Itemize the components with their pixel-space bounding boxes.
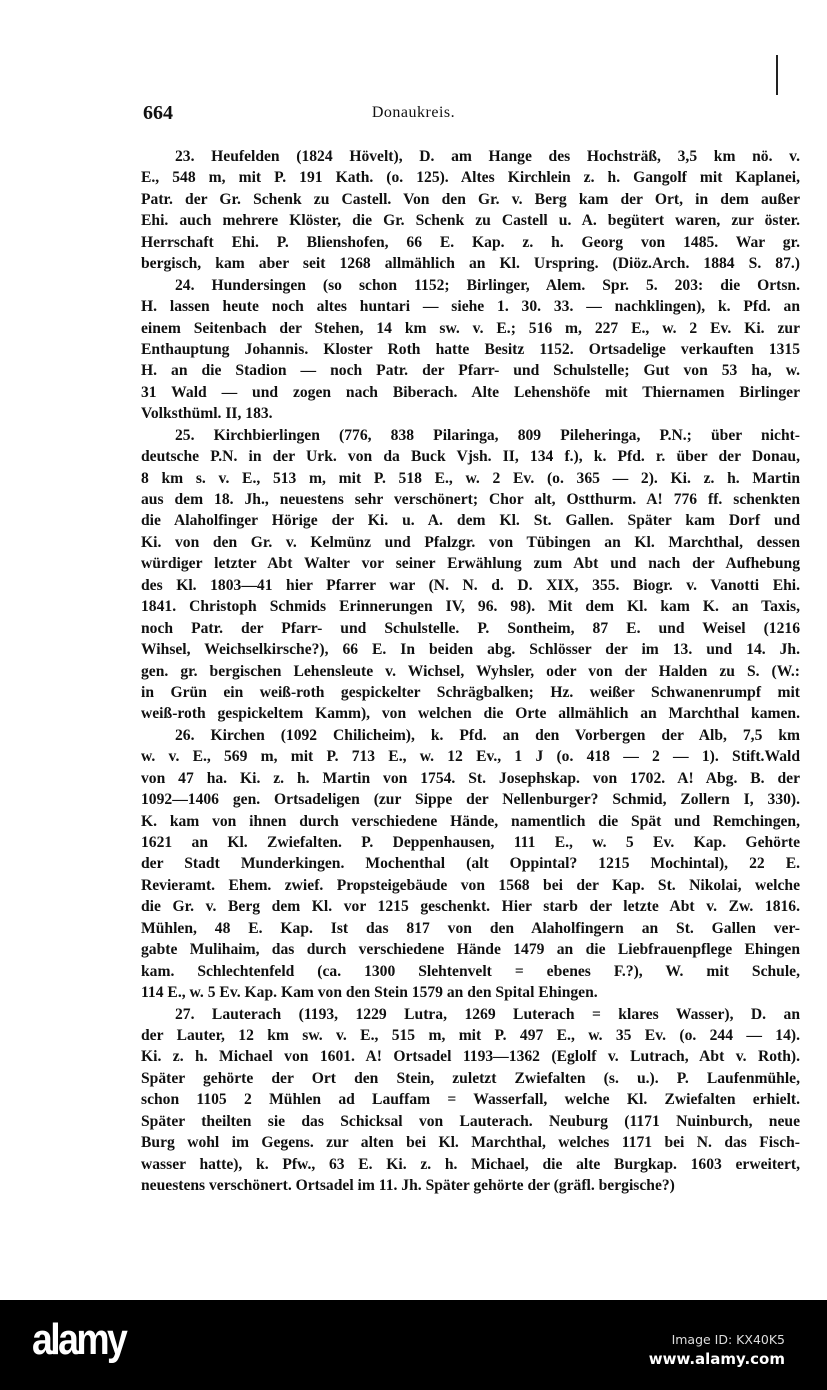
- running-title: Donaukreis.: [371, 104, 456, 121]
- text-line: noch Patr. der Pfarr- und Schulstelle. P. Sontheim, 87 E. und Weisel (1216: [141, 619, 800, 637]
- text-line: Später gehörte der Ort den Stein, zuletzt Zwiefalten (s. u.). P. Laufenmühle,: [141, 1069, 800, 1087]
- text-line: 1841. Christoph Schmids Erinnerungen IV, 96. 98). Mit dem Kl. kam K. an Taxis,: [141, 598, 800, 616]
- text-line: in Grün ein weiß-roth gespickelter Schrägbalken; Hz. weißer Schwanenrumpf mit: [141, 683, 800, 701]
- text-line: H. lassen heute noch altes huntari — siehe 1. 30. 33. — nachklingen), k. Pfd. an: [141, 298, 800, 316]
- watermark-footer-bar: [0, 1300, 827, 1390]
- text-line: aus dem 18. Jh., neuestens sehr verschönert; Chor alt, Ostthurm. A! 776 ff. schenkten: [141, 491, 800, 508]
- alamy-logo: alamy: [32, 1315, 126, 1364]
- text-line: Patr. der Gr. Schenk zu Castell. Von den Gr. v. Berg kam der Ort, in dem außer: [141, 190, 800, 208]
- text-line: gabte Mulihaim, das durch verschiedene Hände 1479 an die Liebfrauenpflege Ehingen: [141, 941, 800, 959]
- text-line: schon 1105 2 Mühlen ad Lauffam = Wasserfall, welche Kl. Zwiefalten erhielt.: [141, 1091, 800, 1109]
- text-line: von 47 ha. Ki. z. h. Martin von 1754. St. Josephskap. von 1702. A! Abg. B. der: [141, 769, 800, 787]
- text-line: wasser hatte), k. Pfw., 63 E. Ki. z. h. Michael, die alte Burgkap. 1603 erweitert,: [141, 1155, 800, 1173]
- text-line: bergisch, kam aber seit 1268 allmählich an Kl. Urspring. (Diöz.Arch. 1884 S. 87.): [141, 255, 800, 273]
- text-line: kam. Schlechtenfeld (ca. 1300 Slehtenvelt = ebenes F.?), W. mit Schule,: [141, 962, 800, 980]
- website-link[interactable]: www.alamy.com: [648, 1350, 785, 1368]
- text-line: der Stadt Munderkingen. Mochenthal (alt Oppintal? 1215 Mochintal), 22 E.: [141, 855, 800, 873]
- text-line: Wihsel, Weichselkirsche?), 66 E. In beiden abg. Schlösser der im 13. und 14. Jh.: [141, 641, 800, 659]
- text-line: Burg wohl im Gegens. zur alten bei Kl. Marchthal, welches 1171 bei N. das Fisch-: [141, 1134, 800, 1152]
- text-line: 8 km s. v. E., 513 m, mit P. 518 E., w. 2 Ev. (o. 365 — 2). Ki. z. h. Martin: [141, 469, 800, 487]
- text-line: Ki. z. h. Michael von 1601. A! Ortsadel 1193—1362 (Eglolf v. Lutrach, Abt v. Roth).: [141, 1048, 800, 1066]
- text-line: Volksthüml. II, 183.: [141, 405, 273, 423]
- entry-first-line: 24. Hundersingen (so schon 1152; Birlinger, Alem. Spr. 5. 203: die Ortsn.: [175, 276, 800, 294]
- entry-first-line: 25. Kirchbierlingen (776, 838 Pilaringa, 809 Pileheringa, P.N.; über nicht-: [175, 426, 800, 444]
- text-line: der Lauter, 12 km sw. v. E., 515 m, mit P. 497 E., w. 35 Ev. (o. 244 — 14).: [141, 1026, 800, 1044]
- text-line: 31 Wald — und zogen nach Biberach. Alte Lehenshöfe mit Thiernamen Birlinger: [141, 383, 800, 401]
- text-line: K. kam von ihnen durch verschiedene Hände, namentlich die Spät und Remchingen,: [141, 812, 800, 830]
- text-line: 114 E., w. 5 Ev. Kap. Kam von den Stein 1579 an den Spital Ehingen.: [141, 984, 598, 1002]
- image-id-label: Image ID: KX40K5: [671, 1332, 785, 1347]
- text-line: 1092—1406 gen. Ortsadeligen (zur Sippe der Nellenburger? Schmid, Zollern I, 330).: [141, 791, 800, 809]
- scan-edge-mark: [776, 55, 778, 95]
- body-text: [141, 146, 800, 1196]
- entry-first-line: 23. Heufelden (1824 Hövelt), D. am Hange des Hochsträß, 3,5 km nö. v.: [175, 148, 800, 165]
- entry-first-line: 26. Kirchen (1092 Chilicheim), k. Pfd. an den Vorbergen der Alb, 7,5 km: [175, 726, 800, 744]
- text-line: die Alaholfinger Hörige der Ki. u. A. dem Kl. St. Gallen. Später kam Dorf und: [141, 512, 800, 530]
- text-line: würdiger letzter Abt Walter vor seiner Erwählung zum Abt und nach der Aufhebung: [141, 555, 800, 573]
- text-line: einem Seitenbach der Stehen, 14 km sw. v. E.; 516 m, 227 E., w. 2 Ev. Ki. zur: [141, 319, 800, 337]
- text-line: die Gr. v. Berg dem Kl. vor 1215 geschenkt. Hier starb der letzte Abt v. Zw. 1816.: [141, 898, 800, 916]
- text-line: Herrschaft Ehi. P. Blienshofen, 66 E. Kap. z. h. Georg von 1485. War gr.: [141, 233, 800, 251]
- text-line: Ki. von den Gr. v. Kelmünz und Pfalzgr. von Tübingen an Kl. Marchthal, dessen: [141, 533, 800, 551]
- text-line: w. v. E., 569 m, mit P. 713 E., w. 12 Ev., 1 J (o. 418 — 2 — 1). Stift.Wald: [141, 748, 800, 766]
- text-line: 1621 an Kl. Zwiefalten. P. Deppenhausen, 111 E., w. 5 Ev. Kap. Gehörte: [141, 834, 800, 851]
- text-line: weiß-roth gespickeltem Kamm), von welchen die Orte allmählich an Marchthal kamen.: [141, 705, 800, 723]
- text-line: E., 548 m, mit P. 191 Kath. (o. 125). Altes Kirchlein z. h. Gangolf mit Kaplanei,: [141, 169, 800, 187]
- text-line: Ehi. auch mehrere Klöster, die Gr. Schenk zu Castell u. A. begütert waren, zur öster.: [141, 212, 800, 230]
- text-line: deutsche P.N. in der Urk. von da Buck Vjsh. II, 134 f.), k. Pfd. r. über der Donau,: [141, 448, 800, 466]
- text-line: neuestens verschönert. Ortsadel im 11. Jh. Später gehörte der (gräfl. bergische?): [141, 1177, 675, 1194]
- entry-first-line: 27. Lauterach (1193, 1229 Lutra, 1269 Luterach = klares Wasser), D. an: [175, 1005, 800, 1023]
- text-line: H. an die Stadion — noch Patr. der Pfarr- und Schulstelle; Gut von 53 ha, w.: [141, 362, 800, 380]
- text-line: Mühlen, 48 E. Kap. Ist das 817 von den Alaholfingern an St. Gallen ver-: [141, 919, 800, 937]
- text-line: gen. gr. bergischen Lehensleute v. Wichsel, Wyhsler, oder von der Halden zu S. (W.:: [141, 662, 800, 680]
- text-line: Später theilten sie das Schicksal von Lauterach. Neuburg (1171 Nuinburch, neue: [141, 1112, 800, 1130]
- text-line: des Kl. 1803—41 hier Pfarrer war (N. N. d. D. XIX, 355. Biogr. v. Vanotti Ehi.: [141, 576, 800, 594]
- text-line: Enthauptung Johannis. Kloster Roth hatte Besitz 1152. Ortsadelige verkauften 1315: [141, 340, 800, 358]
- page-number: 664: [143, 102, 173, 124]
- text-line: Revieramt. Ehem. zwief. Propsteigebäude von 1568 bei der Kap. St. Nikolai, welche: [141, 876, 800, 894]
